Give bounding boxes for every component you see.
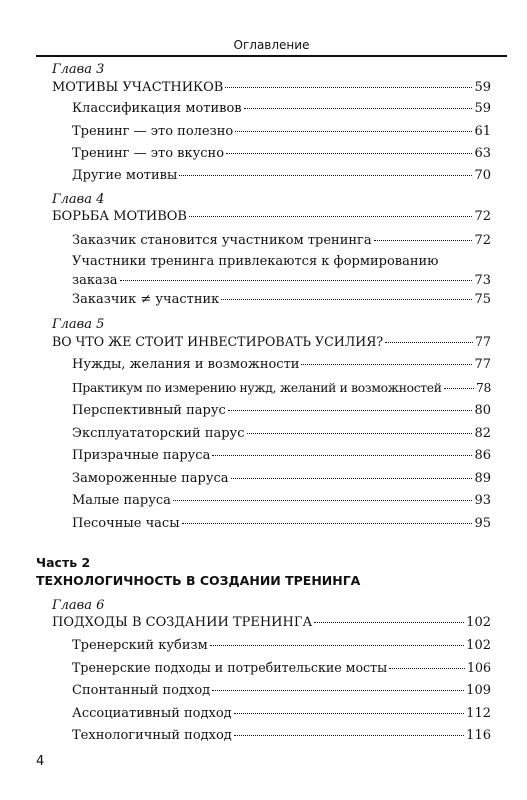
toc-entry-page: 73: [474, 273, 491, 288]
toc-entry[interactable]: [72, 426, 491, 442]
toc-entry-page: 72: [474, 209, 491, 224]
toc-entry-title: Призрачные паруса: [72, 448, 211, 463]
toc-entry-title: Технологичный подход: [72, 728, 232, 743]
part-2-title: ТЕХНОЛОГИЧНОСТЬ В СОЗДАНИИ ТРЕНИНГА: [36, 573, 361, 588]
toc-entry[interactable]: [72, 357, 491, 373]
toc-entry-title: БОРЬБА МОТИВОВ: [52, 209, 187, 224]
toc-entry-title: Практикум по измерению нужд, желаний и возможностей: [72, 381, 442, 395]
toc-entry[interactable]: [72, 638, 491, 654]
dot-leader: [182, 523, 473, 524]
toc-entry-title: Заказчик ≠ участник: [72, 292, 220, 307]
dot-leader: [374, 240, 473, 241]
toc-entry[interactable]: [72, 403, 491, 419]
toc-entry-multiline[interactable]: [72, 254, 491, 289]
toc-entry-title: Заказчик становится участником тренинга: [72, 233, 372, 248]
toc-entry[interactable]: [72, 493, 491, 509]
dot-leader: [212, 690, 464, 691]
dot-leader: [231, 478, 473, 479]
toc-entry-page: 86: [474, 448, 491, 463]
toc-entry[interactable]: [52, 615, 491, 631]
header-rule: [36, 55, 507, 57]
toc-entry[interactable]: [72, 683, 491, 699]
toc-entry[interactable]: [52, 334, 491, 350]
dot-leader: [221, 299, 472, 300]
running-header: Оглавление: [233, 38, 310, 52]
toc-entry-page: 72: [474, 233, 491, 248]
toc-entry-page: 112: [466, 706, 491, 721]
dot-leader: [173, 500, 473, 501]
toc-entry[interactable]: [72, 233, 491, 249]
toc-entry-page: 106: [466, 660, 491, 675]
toc-entry-title-line2: заказа: [72, 273, 118, 288]
toc-entry-page: 95: [474, 516, 491, 531]
toc-entry[interactable]: [72, 728, 491, 744]
dot-leader: [179, 175, 472, 176]
dot-leader: [314, 622, 464, 623]
toc-entry-page: 93: [474, 493, 491, 508]
toc-entry[interactable]: [72, 380, 491, 396]
toc-entry-title: Малые паруса: [72, 493, 171, 508]
toc-entry[interactable]: [72, 660, 491, 676]
chapter-3-label: Глава 3: [52, 62, 105, 77]
dot-leader: [189, 216, 472, 217]
toc-entry[interactable]: [72, 146, 491, 162]
toc-entry-page: 61: [474, 124, 491, 139]
toc-entry-title: МОТИВЫ УЧАСТНИКОВ: [52, 80, 224, 95]
dot-leader: [226, 153, 472, 154]
dot-leader: [244, 108, 473, 109]
toc-entry-title: Замороженные паруса: [72, 471, 229, 486]
toc-entry[interactable]: [72, 516, 491, 532]
dot-leader: [247, 433, 473, 434]
dot-leader: [120, 280, 473, 281]
dot-leader: [212, 455, 472, 456]
toc-entry-title: Классификация мотивов: [72, 101, 242, 116]
toc-entry-page: 109: [466, 683, 491, 698]
toc-entry-page: 77: [474, 357, 491, 372]
toc-entry-page: 59: [474, 101, 491, 116]
toc-entry[interactable]: [72, 706, 491, 722]
toc-entry-page: 75: [474, 292, 491, 307]
toc-entry-page: 102: [466, 615, 491, 630]
toc-entry-title: Спонтанный подход: [72, 683, 211, 698]
toc-entry-title: Эксплуататорский парус: [72, 426, 245, 441]
toc-entry-page: 78: [475, 381, 491, 395]
toc-entry-title: Тренинг — это полезно: [72, 124, 234, 139]
dot-leader: [234, 713, 465, 714]
toc-entry-page: 116: [466, 728, 491, 743]
toc-entry-page: 59: [474, 80, 491, 95]
toc-entry[interactable]: [52, 209, 491, 225]
toc-entry[interactable]: [72, 448, 491, 464]
toc-entry-title: ВО ЧТО ЖЕ СТОИТ ИНВЕСТИРОВАТЬ УСИЛИЯ?: [52, 334, 384, 349]
toc-entry-title: ПОДХОДЫ В СОЗДАНИИ ТРЕНИНГА: [52, 615, 313, 630]
toc-entry-page: 80: [474, 403, 491, 418]
toc-entry-title: Другие мотивы: [72, 168, 178, 183]
toc-entry[interactable]: [72, 101, 491, 117]
toc-entry-page: 82: [474, 426, 491, 441]
part-2-label: Часть 2: [36, 555, 91, 570]
toc-entry-page: 63: [474, 146, 491, 161]
page-number: 4: [36, 754, 45, 769]
dot-leader: [301, 364, 472, 365]
toc-entry-page: 77: [474, 334, 491, 349]
chapter-6-label: Глава 6: [52, 598, 105, 613]
toc-entry-title: Нужды, желания и возможности: [72, 357, 300, 372]
toc-entry[interactable]: [72, 168, 491, 184]
dot-leader: [389, 668, 465, 669]
dot-leader: [444, 388, 474, 389]
toc-entry-title: Тренерский кубизм: [72, 638, 208, 653]
toc-entry-title-line1: Участники тренинга привлекаются к формированию: [72, 254, 439, 269]
toc-entry[interactable]: [72, 471, 491, 487]
toc-entry-title: Тренерские подходы и потребительские мосты: [72, 660, 388, 675]
toc-entry-page: 89: [474, 471, 491, 486]
dot-leader: [234, 735, 464, 736]
toc-entry[interactable]: [72, 292, 491, 308]
toc-entry-title: Ассоциативный подход: [72, 706, 232, 721]
toc-entry[interactable]: [72, 124, 491, 140]
toc-entry-title: Тренинг — это вкусно: [72, 146, 225, 161]
chapter-5-label: Глава 5: [52, 317, 105, 332]
toc-entry-page: 70: [474, 168, 491, 183]
dot-leader: [225, 87, 472, 88]
toc-entry-page: 102: [466, 638, 491, 653]
dot-leader: [385, 342, 473, 343]
toc-entry-title: Песочные часы: [72, 516, 180, 531]
dot-leader: [228, 410, 473, 411]
toc-entry-title: Перспективный парус: [72, 403, 226, 418]
dot-leader: [235, 131, 472, 132]
toc-entry[interactable]: [52, 80, 491, 96]
chapter-4-label: Глава 4: [52, 192, 105, 207]
dot-leader: [210, 645, 464, 646]
